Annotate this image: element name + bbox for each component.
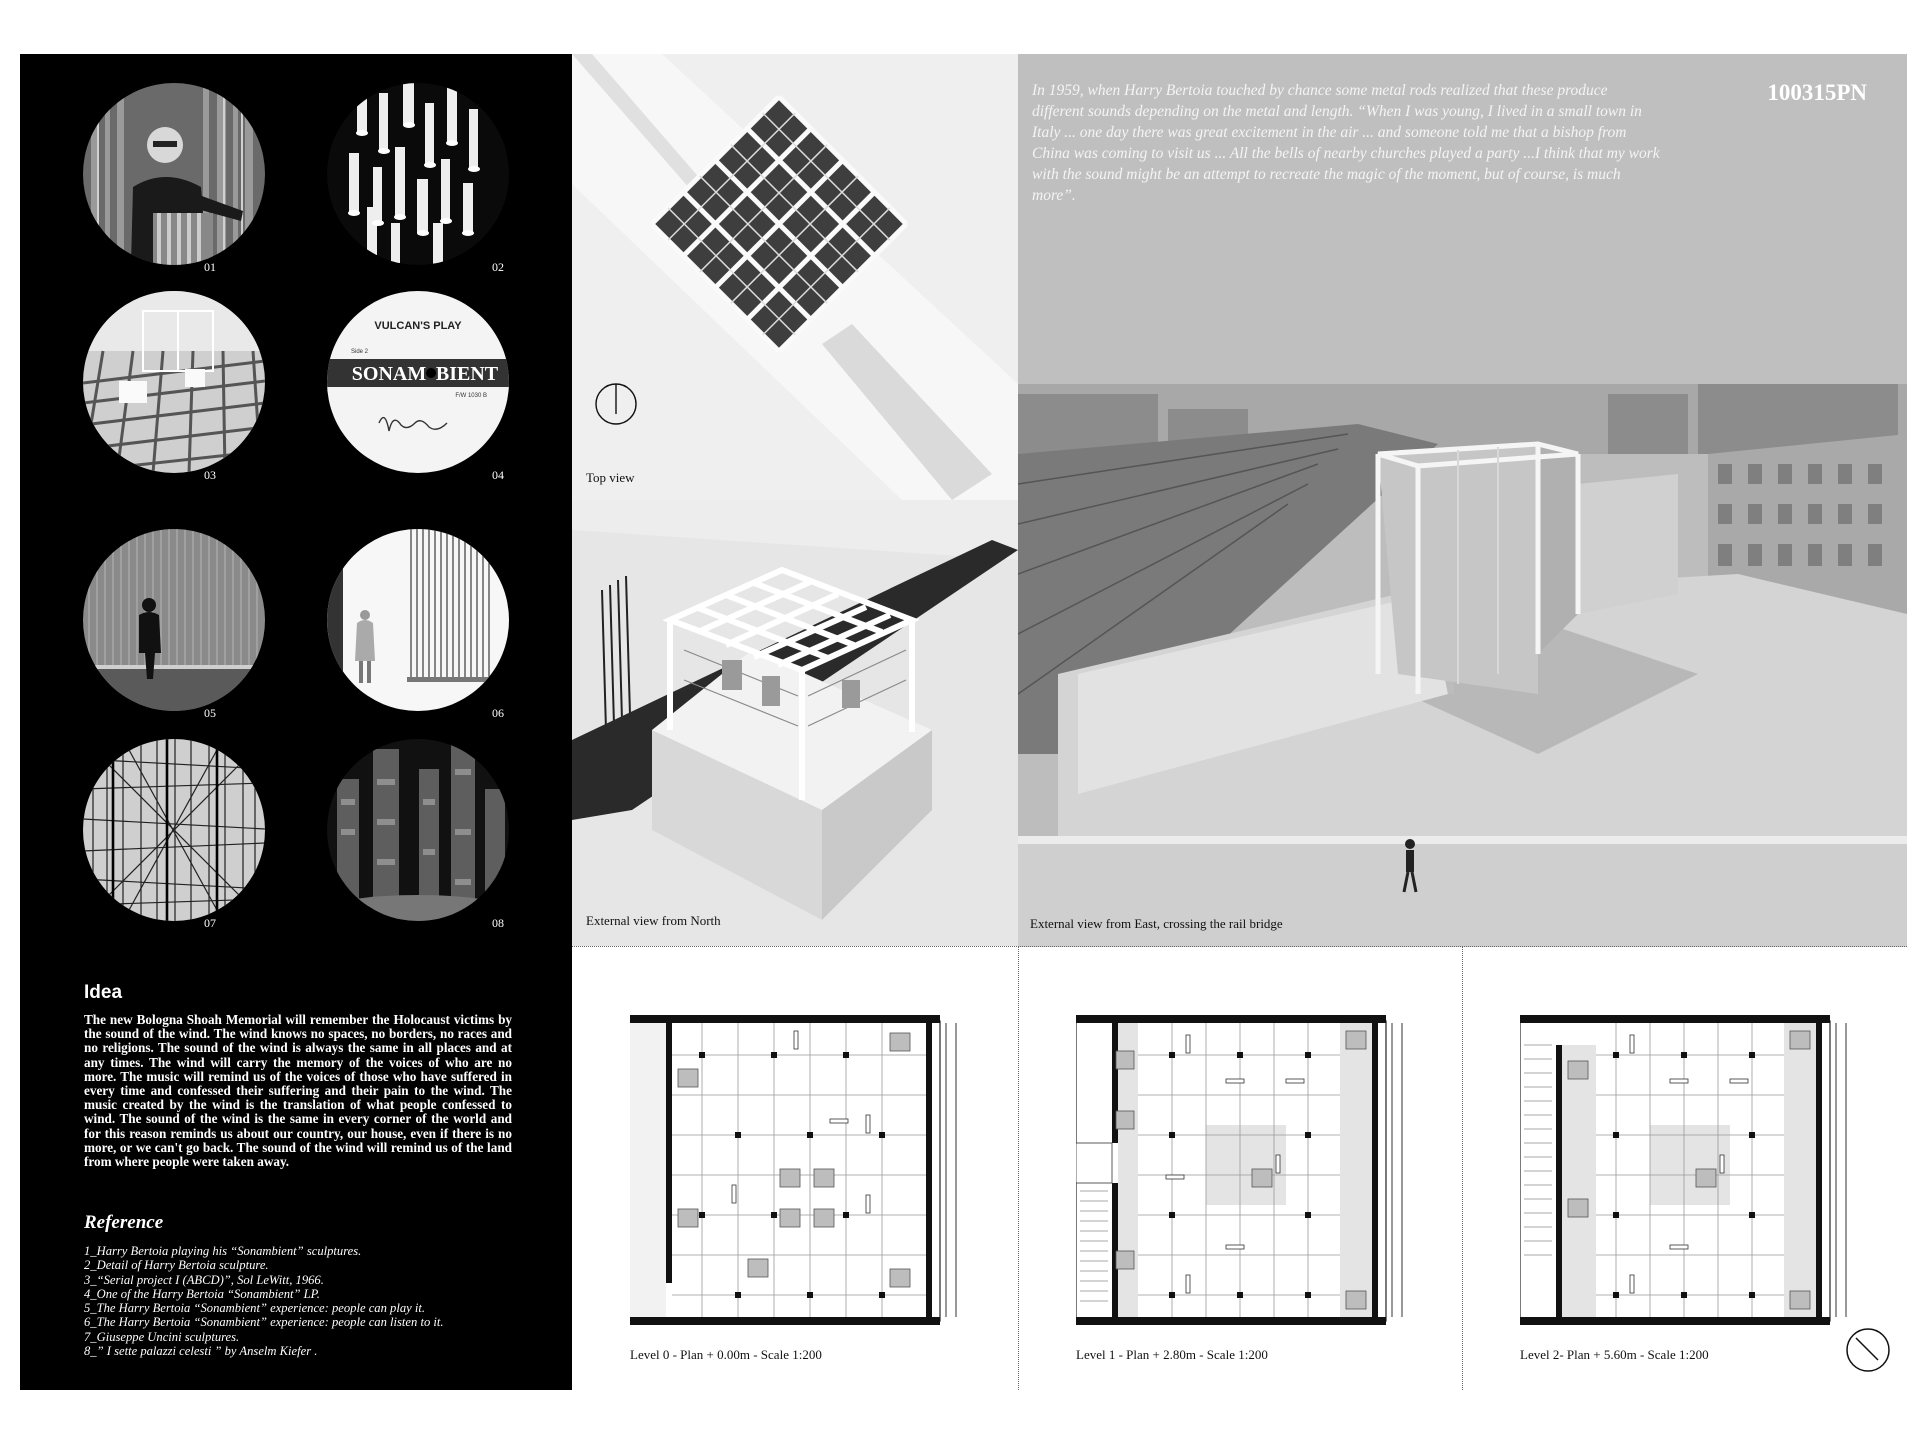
record-title-right: BIENT bbox=[435, 363, 499, 385]
top-view-panel bbox=[572, 54, 1018, 500]
record-side: Side 2 bbox=[351, 349, 369, 355]
image-number: 04 bbox=[492, 468, 504, 482]
reference-image-6 bbox=[327, 529, 509, 711]
top-view-caption: Top view bbox=[586, 470, 635, 485]
north-view-panel bbox=[572, 500, 1018, 946]
plan-level-1 bbox=[1076, 1015, 1406, 1325]
image-number: 03 bbox=[204, 468, 216, 482]
divider bbox=[572, 946, 1907, 947]
east-view-panel bbox=[1018, 54, 1907, 947]
reference-panel bbox=[20, 54, 572, 1390]
reference-image-4 bbox=[327, 291, 509, 473]
reference-image-8 bbox=[327, 739, 509, 921]
record-title-left: SONAM bbox=[351, 363, 427, 385]
reference-item: 2_Detail of Harry Bertoia sculpture. bbox=[84, 1258, 269, 1273]
reference-image-7 bbox=[83, 739, 265, 921]
project-code: 100315PN bbox=[1767, 80, 1867, 105]
reference-item: 8_” I sette palazzi celesti ” by Anselm Kiefer . bbox=[84, 1344, 318, 1359]
image-number: 07 bbox=[204, 916, 216, 930]
reference-image-2 bbox=[327, 83, 509, 265]
north-view-caption: External view from North bbox=[586, 913, 721, 928]
east-view-caption: External view from East, crossing the rail bridge bbox=[1030, 916, 1283, 931]
image-number: 06 bbox=[492, 706, 504, 720]
reference-item: 4_One of the Harry Bertoia “Sonambient” LP. bbox=[84, 1286, 320, 1301]
reference-image-3 bbox=[83, 291, 265, 473]
image-number: 08 bbox=[492, 916, 504, 930]
record-top-text: VULCAN'S PLAY bbox=[374, 320, 462, 332]
reference-item: 3_“Serial project I (ABCD)”, Sol LeWitt, 1966. bbox=[84, 1272, 324, 1287]
reference-item: 5_The Harry Bertoia “Sonambient” experience: people can play it. bbox=[84, 1301, 426, 1316]
reference-item: 6_The Harry Bertoia “Sonambient” experience: people can listen to it. bbox=[84, 1315, 444, 1330]
image-number: 01 bbox=[204, 260, 216, 274]
plan-caption-level-1: Level 1 - Plan + 2.80m - Scale 1:200 bbox=[1076, 1347, 1268, 1362]
reference-item: 7_Giuseppe Uncini sculptures. bbox=[84, 1329, 240, 1344]
idea-text: The new Bologna Shoah Memorial will remember the Holocaust victims by the sound of the wind. The wind knows no spaces, no borders, no races and no religions. The sound of the wind is always the same in all places and at any times. The wind will carry the memory of the voices of who are no more. The music will remind us of the voices of those who have suffered in every time and confessed their suffering and their pain to the wind. The music created by the wind is the translation of what people confessed to wind. The sound of the wind is the same in every corner of the world and for this reason reminds us about our country, our house, even if there is no more, or we can't go back. The sound of the wind will remind us of the land from where people were taken away. bbox=[84, 1012, 512, 1170]
idea-heading: Idea bbox=[84, 982, 123, 1003]
reference-item: 1_Harry Bertoia playing his “Sonambient” sculptures. bbox=[84, 1244, 362, 1258]
reference-image-5 bbox=[83, 529, 265, 711]
plan-caption-level-2: Level 2- Plan + 5.60m - Scale 1:200 bbox=[1520, 1347, 1709, 1362]
north-arrow-icon bbox=[1844, 1326, 1892, 1374]
divider bbox=[1018, 946, 1019, 1390]
divider bbox=[1462, 946, 1463, 1390]
plan-caption-level-0: Level 0 - Plan + 0.00m - Scale 1:200 bbox=[630, 1347, 822, 1362]
plan-level-2 bbox=[1520, 1015, 1850, 1325]
reference-image-1 bbox=[83, 83, 265, 265]
plan-level-0 bbox=[630, 1015, 960, 1325]
image-number: 02 bbox=[492, 260, 504, 274]
bertoia-quote: In 1959, when Harry Bertoia touched by chance some metal rods realized that these produce different sounds depending on the metal and length. “When I was young, I lived in a small town in Italy ... one day there was great excitement in the air ... and someone told me that a bishop from China was coming to visit us ... All the bells of nearby churches played a party ...I think that my work with the sound might be an attempt to recreate the magic of the moment, but of course, is much more”. bbox=[1032, 82, 1660, 204]
reference-list bbox=[84, 1244, 444, 1358]
reference-heading: Reference bbox=[84, 1212, 164, 1233]
image-number: 05 bbox=[204, 706, 216, 720]
record-catalog: F/W 1030 B bbox=[455, 393, 487, 399]
